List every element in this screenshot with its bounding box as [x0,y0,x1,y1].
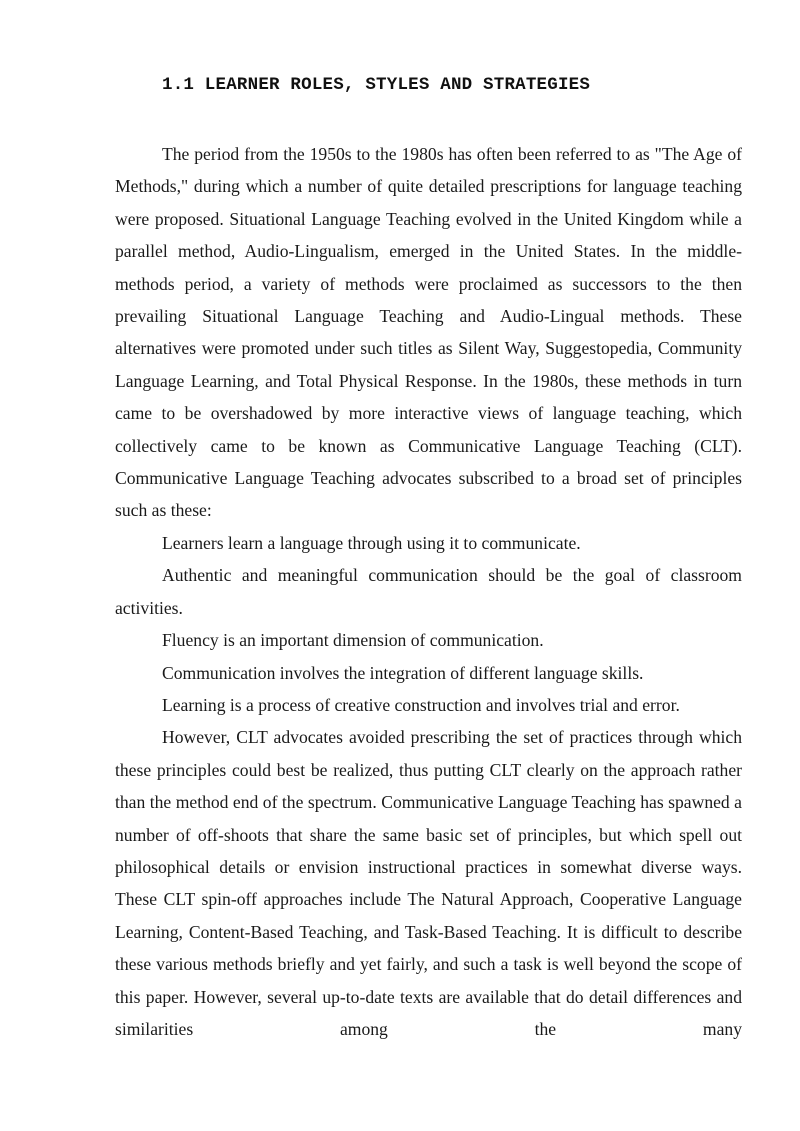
principle-item: Learners learn a language through using it to communicate. [162,532,581,553]
principle-item: Authentic and meaningful communication should be the goal of classroom activities. [115,565,742,618]
body-text [115,138,742,1045]
principle-item: Learning is a process of creative construction and involves trial and error. [162,694,680,715]
paragraph-intro: The period from the 1950s to the 1980s has often been referred to as "The Age of Methods," during which a number of quite detailed prescriptions for language teaching were proposed. Situational Language Teaching evolved in the United Kingdom while a parallel method, Audio-Lingualism, emerged in the United States. In the middle-methods period, a variety of methods were proclaimed as successors to the then prevailing Situational Language Teaching and Audio-Lingual methods. These alternatives were promoted under such titles as Silent Way, Suggestopedia, Community Language Learning, and Total Physical Response. In the 1980s, these methods in turn came to be overshadowed by more interactive views of language teaching, which collectively came to be known as Communicative Language Teaching (CLT). Communicative Language Teaching advocates subscribed to a broad set of principles such as these: [115,144,742,521]
principle-item: Communication involves the integration of different language skills. [162,662,644,683]
principle-item: Fluency is an important dimension of communication. [162,630,544,651]
section-heading: 1.1 LEARNER ROLES, STYLES AND STRATEGIES [162,75,591,95]
paragraph-continuation: However, CLT advocates avoided prescribing the set of practices through which these principles could best be realized, thus putting CLT clearly on the approach rather than the method end of the spectrum. Communicative Language Teaching has spawned a number of off-shoots that share the same basic set of principles, but which spell out philosophical details or envision instructional practices in somewhat diverse ways. These CLT spin-off approaches include The Natural Approach, Cooperative Language Learning, Content-Based Teaching, and Task-Based Teaching. It is difficult to describe these various methods briefly and yet fairly, and such a task is well beyond the scope of this paper. However, several up-to-date texts are available that do detail differences and similarities among the many [115,727,742,1039]
